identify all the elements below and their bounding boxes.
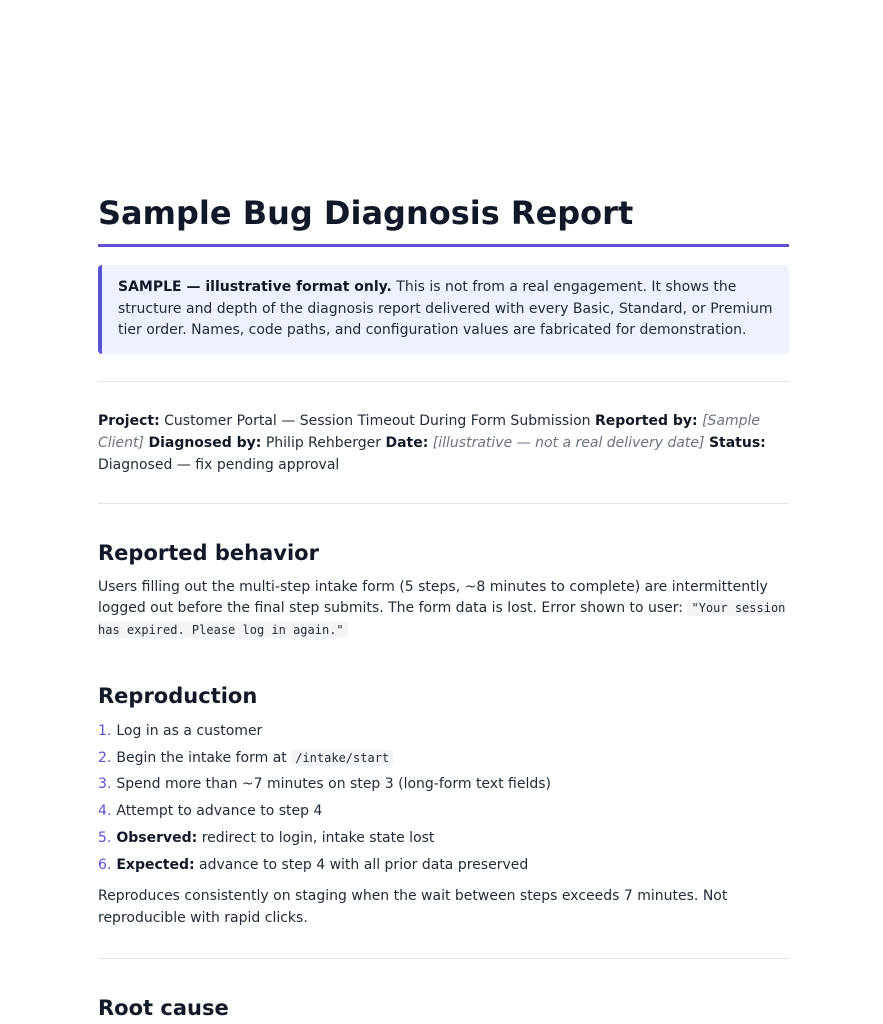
date-label: Date: [385,434,429,451]
step-text: Log in as a customer [116,723,263,739]
diagnosed-by-value: Philip Rehberger [261,434,386,451]
step-text: Begin the intake form at [116,749,292,766]
error-message-code: "Your session has expired. Please log in again." [98,601,786,637]
step-number: 1. [98,723,112,739]
divider [98,381,789,382]
project-label: Project: [98,412,160,429]
report-content [98,190,789,1023]
step-number: 5. [98,829,112,846]
date-value: [illustrative — not a real delivery date] [432,434,705,451]
step-text: redirect to login, intake state lost [197,829,435,846]
status-value: Diagnosed — fix pending approval [98,456,340,473]
report-metadata [98,410,789,476]
step-text: advance to step 4 with all prior data preserved [194,856,529,873]
step-text: Attempt to advance to step 4 [116,803,323,820]
list-item [98,852,789,879]
step-number: 2. [98,749,112,766]
step-number: 3. [98,776,112,793]
sample-notice-text: This is not from a real engagement. It shows the structure and depth of the diagnosis report delivered with every Basic, Standard, or Premium tier order. Names, code paths, and configuration values are fabricated for demonstration. [118,279,773,338]
section-heading-root-cause: Root cause [98,996,229,1021]
reported-behavior-description: Users filling out the multi-step intake form (5 steps, ~8 minutes to complete) are intermittently logged out before the final step submits. The form data is lost. Error shown to user: [98,578,768,616]
list-item [98,825,789,852]
reported-by-value: [Sample Client] [98,412,761,451]
reported-by-label: Reported by: [594,412,698,429]
page-title: Sample Bug Diagnosis Report [98,190,789,247]
reported-behavior-text [98,577,789,642]
list-item [98,771,789,798]
sample-notice-bold: SAMPLE — illustrative format only. [118,279,392,295]
reproduction-note: Reproduces consistently on staging when the wait between steps exceeds 7 minutes. Not reproducible with rapid clicks. [98,888,728,926]
step-code: /intake/start [291,750,393,766]
status-label: Status: [708,434,766,451]
sample-notice-callout [98,265,789,354]
step-number: 6. [98,856,112,873]
divider [98,958,789,959]
project-value: Customer Portal — Session Timeout During Form Submission [159,412,595,429]
diagnosed-by-label: Diagnosed by: [148,434,262,451]
step-number: 4. [98,803,112,820]
step-bold-label: Expected: [116,856,195,873]
section-heading-reproduction: Reproduction [98,684,258,708]
step-bold-label: Observed: [116,829,198,846]
section-heading-reported-behavior: Reported behavior [98,540,319,565]
list-item [98,745,789,772]
step-text: Spend more than ~7 minutes on step 3 (long-form text fields) [116,776,551,793]
list-item [98,718,789,745]
reproduction-steps-list [98,718,789,878]
divider [98,503,789,504]
list-item [98,798,789,825]
